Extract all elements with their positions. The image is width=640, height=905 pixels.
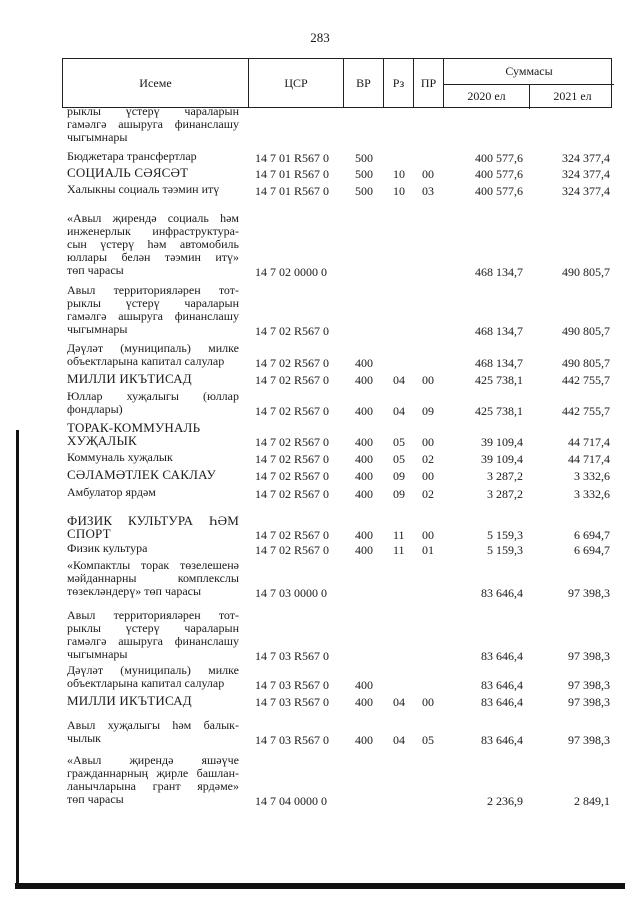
row-vr: 400 [355, 678, 373, 692]
row-csr: 14 7 02 0000 0 [255, 265, 327, 279]
row-vr: 500 [355, 151, 373, 165]
row-rz: 04 [393, 733, 405, 747]
row-sum-2020: 83 646,4 [481, 586, 523, 600]
row-name-line: ХУҖАЛЫК [67, 433, 137, 448]
table-row [0, 694, 640, 709]
row-name-line: Авыл территорияләрен тот- [67, 283, 239, 297]
row-name [67, 754, 239, 806]
row-name-line: гамәлгә ашыруга финанслашу [67, 309, 239, 323]
row-rz: 09 [393, 469, 405, 483]
table-row [0, 284, 640, 338]
row-rz: 11 [393, 543, 405, 557]
row-name [67, 390, 239, 416]
row-rz: 09 [393, 487, 405, 501]
row-vr: 400 [355, 452, 373, 466]
row-vr: 500 [355, 167, 373, 181]
row-name-line: ланычларына грант ярдәме» [67, 779, 239, 793]
row-rz: 04 [393, 404, 405, 418]
row-pr: 00 [422, 167, 434, 181]
row-name [67, 166, 239, 179]
row-name-line: рыклы үстерү чараларын [67, 621, 239, 635]
row-name-line: төзекләндерү» төп чарасы [67, 584, 202, 598]
row-pr: 01 [422, 543, 434, 557]
row-name-line: рыклы үстерү чараларын [67, 296, 239, 310]
row-rz: 04 [393, 695, 405, 709]
row-csr: 14 7 02 R567 0 [255, 435, 330, 449]
row-sum-2020: 83 646,4 [481, 733, 523, 747]
row-csr: 14 7 04 0000 0 [255, 794, 327, 808]
row-vr: 400 [355, 356, 373, 370]
row-pr: 00 [422, 469, 434, 483]
scan-edge-mark [16, 430, 19, 885]
row-sum-2020: 425 738,1 [475, 373, 523, 387]
row-sum-2021: 2 849,1 [574, 794, 610, 808]
row-name-line: объектларына капитал салулар [67, 676, 225, 690]
row-name [67, 514, 239, 540]
row-name-line: Дәүләт (муниципаль) милке [67, 341, 239, 355]
row-name-line: чыгымнары [67, 647, 128, 661]
table-row [0, 609, 640, 663]
row-rz: 04 [393, 373, 405, 387]
row-vr: 400 [355, 543, 373, 557]
table-row [0, 514, 640, 542]
row-name [67, 694, 239, 707]
header-year-2021: 2021 ел [529, 84, 615, 109]
row-name-line: «Авыл җирендә яшәүче [67, 753, 239, 767]
row-sum-2021: 6 694,7 [574, 543, 610, 557]
table-row [0, 183, 640, 198]
row-csr: 14 7 02 R567 0 [255, 356, 330, 370]
row-sum-2020: 5 159,3 [487, 528, 523, 542]
row-name [67, 212, 239, 277]
row-csr: 14 7 02 R567 0 [255, 404, 330, 418]
page-number: 283 [310, 30, 330, 45]
header-pr: ПР [413, 59, 443, 107]
table-row [0, 166, 640, 181]
table-row [0, 451, 640, 466]
row-rz: 05 [393, 452, 405, 466]
row-sum-2021: 442 755,7 [562, 373, 610, 387]
row-pr: 00 [422, 435, 434, 449]
table-row [0, 342, 640, 370]
row-sum-2020: 83 646,4 [481, 649, 523, 663]
row-name [67, 372, 239, 385]
row-vr: 400 [355, 404, 373, 418]
row-pr: 02 [422, 487, 434, 501]
table-row [0, 559, 640, 600]
row-sum-2020: 83 646,4 [481, 678, 523, 692]
row-name-line: объектларына капитал салулар [67, 354, 225, 368]
table-row [0, 486, 640, 501]
table-row [0, 390, 640, 418]
row-sum-2021: 3 332,6 [574, 487, 610, 501]
row-sum-2021: 490 805,7 [562, 356, 610, 370]
row-sum-2020: 468 134,7 [475, 356, 523, 370]
row-sum-2020: 468 134,7 [475, 324, 523, 338]
row-name-line: Амбулатор ярдәм [67, 485, 156, 499]
table-row [0, 105, 640, 146]
table-row [0, 150, 640, 165]
row-sum-2020: 3 287,2 [487, 487, 523, 501]
row-sum-2021: 490 805,7 [562, 324, 610, 338]
row-name-line: мәйданнарны комплекслы [67, 571, 239, 585]
row-csr: 14 7 03 R567 0 [255, 695, 330, 709]
table-row [0, 754, 640, 808]
row-csr: 14 7 03 R567 0 [255, 649, 330, 663]
row-sum-2020: 39 109,4 [481, 435, 523, 449]
row-name [67, 609, 239, 661]
row-name-line: СПОРТ [67, 526, 111, 541]
row-name [67, 719, 239, 745]
row-csr: 14 7 03 R567 0 [255, 678, 330, 692]
header-year-2020: 2020 ел [467, 89, 506, 103]
header-sums-group [443, 59, 613, 107]
row-name-line: чыгымнары [67, 130, 128, 144]
row-name-line: Дәүләт (муниципаль) милке [67, 663, 239, 677]
table-row [0, 212, 640, 279]
row-vr: 400 [355, 528, 373, 542]
row-name-line: Бюджетара трансфертлар [67, 149, 197, 163]
row-name-line: инженерлык инфраструктура- [67, 224, 239, 238]
row-csr: 14 7 03 R567 0 [255, 733, 330, 747]
header-vr: ВР [343, 59, 383, 107]
row-name [67, 559, 239, 598]
row-csr: 14 7 01 R567 0 [255, 184, 330, 198]
row-rz: 10 [393, 167, 405, 181]
row-name-line: ТОРАК-КОММУНАЛЬ [67, 420, 201, 435]
row-sum-2021: 97 398,3 [568, 586, 610, 600]
table-row [0, 664, 640, 692]
row-csr: 14 7 01 R567 0 [255, 151, 330, 165]
row-sum-2020: 5 159,3 [487, 543, 523, 557]
row-pr: 03 [422, 184, 434, 198]
row-csr: 14 7 02 R567 0 [255, 452, 330, 466]
row-sum-2021: 97 398,3 [568, 733, 610, 747]
row-name [67, 451, 239, 464]
row-name-line: чылык [67, 731, 101, 745]
row-pr: 09 [422, 404, 434, 418]
row-sum-2021: 97 398,3 [568, 678, 610, 692]
row-csr: 14 7 02 R567 0 [255, 324, 330, 338]
row-vr: 500 [355, 184, 373, 198]
row-name-line: СОЦИАЛЬ СӘЯСӘТ [67, 165, 189, 180]
row-name-line: МИЛЛИ ИКЪТИСАД [67, 693, 192, 708]
row-csr: 14 7 02 R567 0 [255, 543, 330, 557]
row-name-line: Коммуналь хуҗалык [67, 450, 173, 464]
row-vr: 400 [355, 487, 373, 501]
header-csr: ЦСР [248, 59, 343, 107]
header-rz: Рз [383, 59, 413, 107]
row-name-line: «Авыл җирендә социаль һәм [67, 211, 239, 225]
row-name-line: Физик культура [67, 541, 148, 555]
table-row [0, 421, 640, 449]
row-name-line: ФИЗИК КУЛЬТУРА ҺӘМ [67, 513, 239, 528]
row-csr: 14 7 02 R567 0 [255, 487, 330, 501]
row-name-line: фондлары) [67, 402, 123, 416]
row-rz: 11 [393, 528, 405, 542]
scan-edge-bar [15, 883, 625, 889]
table-row [0, 468, 640, 483]
row-sum-2020: 400 577,6 [475, 167, 523, 181]
row-name-line: рыклы үстерү чараларын [67, 104, 239, 118]
row-name [67, 486, 239, 499]
row-sum-2020: 468 134,7 [475, 265, 523, 279]
row-sum-2021: 44 717,4 [568, 452, 610, 466]
row-vr: 400 [355, 435, 373, 449]
row-name-line: гамәлгә ашыруга финанслашу [67, 634, 239, 648]
row-name-line: Авыл хуҗалыгы һәм балык- [67, 718, 239, 732]
row-sum-2021: 324 377,4 [562, 184, 610, 198]
row-sum-2020: 400 577,6 [475, 184, 523, 198]
row-name-line: гамәлгә ашыруга финанслашу [67, 117, 239, 131]
row-vr: 400 [355, 373, 373, 387]
row-csr: 14 7 02 R567 0 [255, 469, 330, 483]
table-row [0, 372, 640, 387]
row-name [67, 105, 239, 144]
row-pr: 00 [422, 695, 434, 709]
row-name [67, 342, 239, 368]
row-name-line: юллары белән тәэмин итү» [67, 250, 239, 264]
row-vr: 400 [355, 733, 373, 747]
row-pr: 05 [422, 733, 434, 747]
row-sum-2021: 442 755,7 [562, 404, 610, 418]
row-sum-2021: 324 377,4 [562, 167, 610, 181]
row-name-line: СӘЛАМӘТЛЕК САКЛАУ [67, 467, 216, 482]
row-name [67, 183, 239, 196]
row-name-line: төп чарасы [67, 792, 124, 806]
row-csr: 14 7 02 R567 0 [255, 373, 330, 387]
row-pr: 02 [422, 452, 434, 466]
row-rz: 10 [393, 184, 405, 198]
row-sum-2021: 97 398,3 [568, 695, 610, 709]
row-name-line: Авыл территорияләрен тот- [67, 608, 239, 622]
row-sum-2020: 425 738,1 [475, 404, 523, 418]
table-header [62, 58, 612, 108]
row-sum-2020: 83 646,4 [481, 695, 523, 709]
row-name-line: «Компактлы торак төзелешенә [67, 558, 239, 572]
row-name [67, 150, 239, 163]
row-pr: 00 [422, 528, 434, 542]
table-row [0, 542, 640, 557]
row-name [67, 664, 239, 690]
row-name [67, 284, 239, 336]
table-row [0, 719, 640, 747]
row-csr: 14 7 02 R567 0 [255, 528, 330, 542]
row-rz: 05 [393, 435, 405, 449]
row-sum-2020: 39 109,4 [481, 452, 523, 466]
row-csr: 14 7 03 0000 0 [255, 586, 327, 600]
row-name-line: Юллар хуҗалыгы (юллар [67, 389, 239, 403]
row-sum-2021: 97 398,3 [568, 649, 610, 663]
row-vr: 400 [355, 469, 373, 483]
row-sum-2021: 6 694,7 [574, 528, 610, 542]
row-csr: 14 7 01 R567 0 [255, 167, 330, 181]
row-sum-2021: 490 805,7 [562, 265, 610, 279]
row-pr: 00 [422, 373, 434, 387]
row-name [67, 468, 239, 481]
row-name-line: гражданнарның җирле башлан- [67, 766, 239, 780]
header-sums: Суммасы [444, 59, 614, 85]
row-sum-2020: 400 577,6 [475, 151, 523, 165]
row-name [67, 542, 239, 555]
row-sum-2020: 3 287,2 [487, 469, 523, 483]
row-sum-2021: 44 717,4 [568, 435, 610, 449]
row-name-line: Халыкны социаль тәэмин итү [67, 182, 220, 196]
row-name-line: чыгымнары [67, 322, 128, 336]
header-name: Исеме [139, 75, 172, 90]
row-name-line: МИЛЛИ ИКЪТИСАД [67, 371, 192, 386]
row-name-line: сын үстерү һәм автомобиль [67, 237, 239, 251]
row-name-line: төп чарасы [67, 263, 124, 277]
row-sum-2021: 3 332,6 [574, 469, 610, 483]
row-vr: 400 [355, 695, 373, 709]
row-name [67, 421, 239, 447]
row-sum-2020: 2 236,9 [487, 794, 523, 808]
row-sum-2021: 324 377,4 [562, 151, 610, 165]
